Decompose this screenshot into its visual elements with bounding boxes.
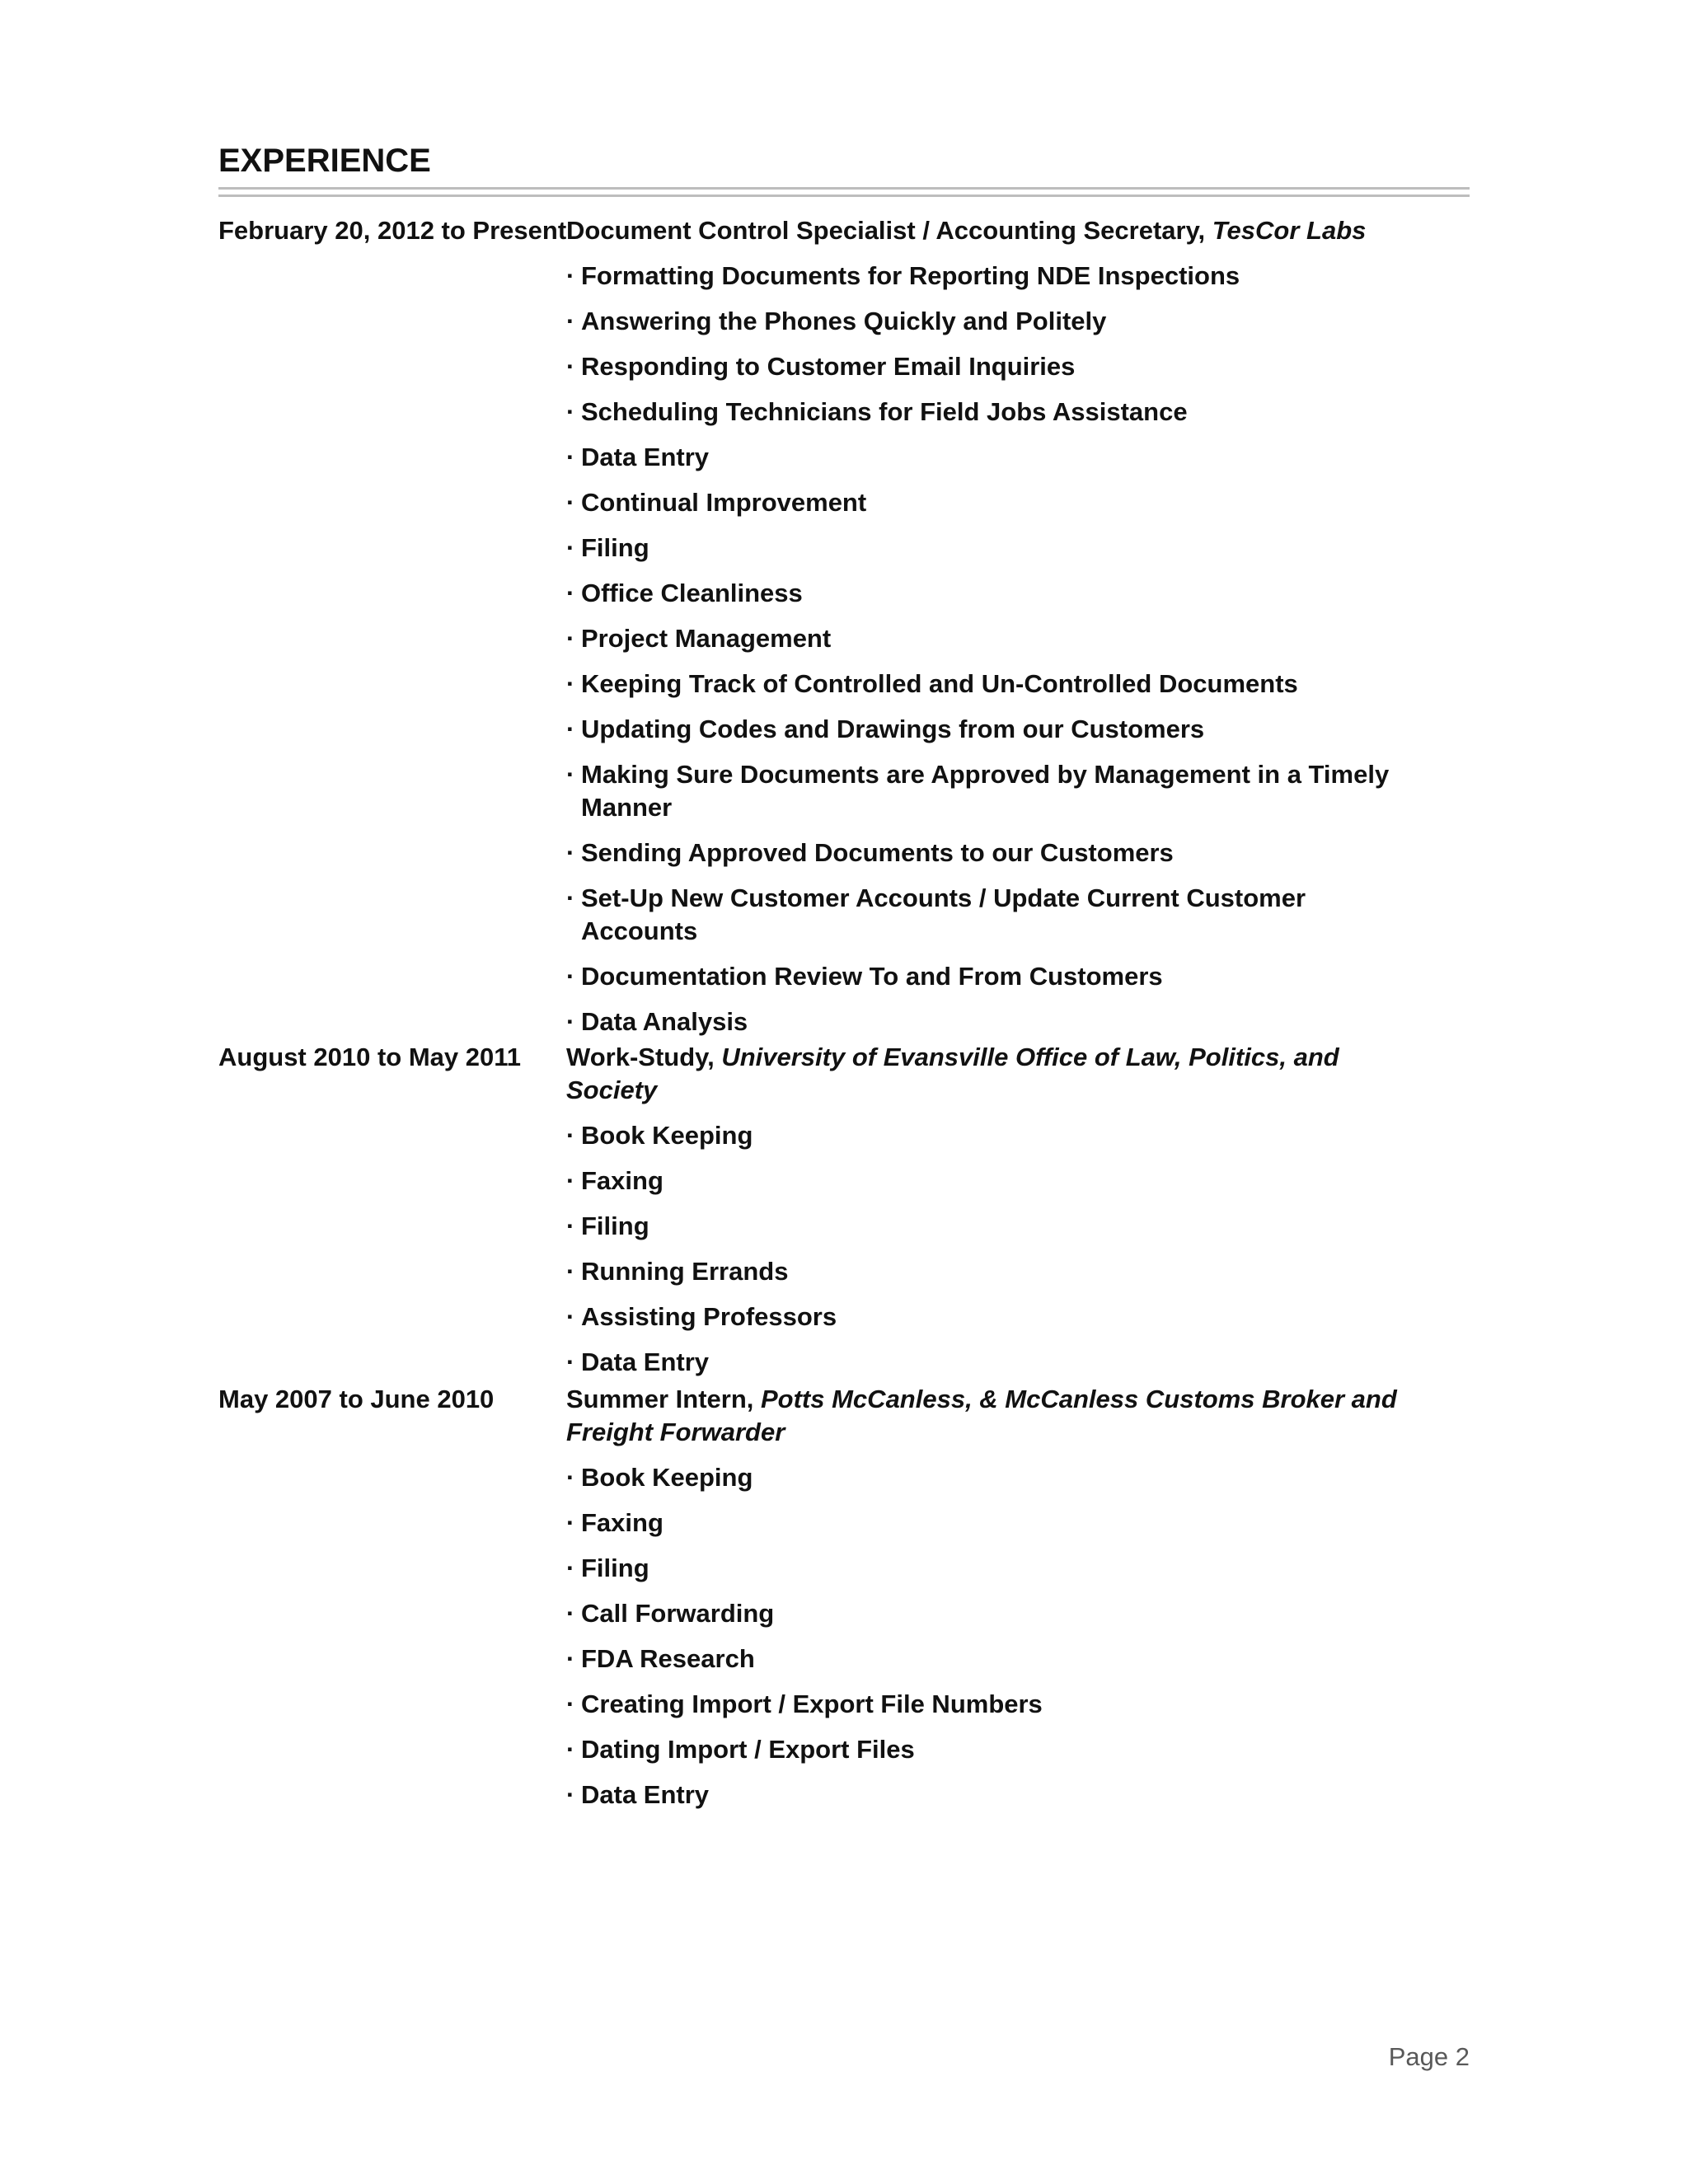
bullet-icon: ·: [566, 1780, 575, 1809]
bullet-icon: ·: [566, 579, 575, 607]
entry-organization: University of Evansville Office of Law, Politics, and Society: [566, 1043, 1339, 1104]
bullet-icon: ·: [566, 1166, 575, 1195]
duty-item: [566, 1779, 1399, 1811]
duty-text: Filing: [581, 1554, 649, 1582]
duty-item: [566, 622, 1399, 655]
duty-text: Filing: [581, 1212, 649, 1240]
duty-item: [566, 1346, 1399, 1379]
duty-item: [566, 1255, 1399, 1288]
duty-item: [566, 1688, 1399, 1721]
duty-item: [566, 882, 1399, 948]
duty-item: [566, 713, 1399, 746]
duty-item: [566, 1597, 1399, 1630]
duty-item: [566, 532, 1399, 565]
duty-text: Data Entry: [581, 1780, 710, 1809]
duty-item: [566, 960, 1399, 993]
duty-item: [566, 1005, 1399, 1038]
bullet-icon: ·: [566, 307, 575, 335]
duty-text: Assisting Professors: [581, 1302, 837, 1331]
duty-item: [566, 350, 1399, 383]
bullet-icon: ·: [566, 669, 575, 698]
duties-list: [566, 260, 1399, 1038]
duty-item: [566, 1165, 1399, 1197]
bullet-icon: ·: [566, 760, 575, 789]
bullet-icon: ·: [566, 1463, 575, 1492]
bullet-icon: ·: [566, 715, 575, 743]
duties-list: [566, 1119, 1399, 1379]
duty-text: Call Forwarding: [581, 1599, 775, 1628]
entry-heading: [566, 1383, 1399, 1449]
bullet-icon: ·: [566, 962, 575, 991]
duty-item: [566, 1301, 1399, 1333]
duty-item: [566, 577, 1399, 610]
duty-text: Updating Codes and Drawings from our Customers: [581, 715, 1205, 743]
entry-body: [566, 214, 1399, 1038]
duty-text: Formatting Documents for Reporting NDE Inspections: [581, 261, 1240, 290]
bullet-icon: ·: [566, 533, 575, 562]
duty-text: Responding to Customer Email Inquiries: [581, 352, 1076, 381]
bullet-icon: ·: [566, 1212, 575, 1240]
entry-role: Document Control Specialist / Accounting Secretary,: [566, 216, 1212, 245]
duty-item: [566, 1552, 1399, 1585]
bullet-icon: ·: [566, 1554, 575, 1582]
duty-text: Dating Import / Export Files: [581, 1735, 915, 1764]
page-number: Page 2: [1388, 2042, 1470, 2071]
duty-item: [566, 305, 1399, 338]
entry-date: February 20, 2012 to Present: [218, 216, 567, 245]
bullet-icon: ·: [566, 883, 575, 912]
duty-text: Documentation Review To and From Customers: [581, 962, 1163, 991]
duties-list: [566, 1461, 1399, 1811]
duty-text: Filing: [581, 533, 649, 562]
duty-item: [566, 260, 1399, 293]
duty-text: Creating Import / Export File Numbers: [581, 1690, 1043, 1718]
duty-item: [566, 758, 1399, 824]
duty-item: [566, 1461, 1399, 1494]
duty-item: [566, 396, 1399, 429]
duty-text: Set-Up New Customer Accounts / Update Current Customer Accounts: [581, 883, 1306, 945]
bullet-icon: ·: [566, 1508, 575, 1537]
bullet-icon: ·: [566, 1121, 575, 1150]
duty-text: Sending Approved Documents to our Customers: [581, 838, 1174, 867]
bullet-icon: ·: [566, 1599, 575, 1628]
entry-date: August 2010 to May 2011: [218, 1043, 521, 1071]
bullet-icon: ·: [566, 261, 575, 290]
duty-text: Project Management: [581, 624, 832, 653]
duty-text: Book Keeping: [581, 1463, 753, 1492]
entry-organization: Potts McCanless, & McCanless Customs Broker and Freight Forwarder: [566, 1385, 1397, 1446]
duty-item: [566, 1643, 1399, 1675]
entry-heading: [566, 1041, 1399, 1107]
bullet-icon: ·: [566, 1644, 575, 1673]
duty-text: Making Sure Documents are Approved by Management in a Timely Manner: [581, 760, 1390, 822]
entry-organization: TesCor Labs: [1212, 216, 1367, 245]
duty-text: Faxing: [581, 1508, 663, 1537]
bullet-icon: ·: [566, 1735, 575, 1764]
duty-item: [566, 441, 1399, 474]
duty-item: [566, 837, 1399, 869]
bullet-icon: ·: [566, 397, 575, 426]
duty-item: [566, 1210, 1399, 1243]
entry-date: May 2007 to June 2010: [218, 1385, 495, 1413]
bullet-icon: ·: [566, 1302, 575, 1331]
bullet-icon: ·: [566, 1347, 575, 1376]
duty-text: Data Entry: [581, 443, 710, 471]
bullet-icon: ·: [566, 1690, 575, 1718]
duty-text: Book Keeping: [581, 1121, 753, 1150]
entry-body: [566, 1383, 1399, 1811]
section-divider-bottom: [218, 194, 1470, 197]
bullet-icon: ·: [566, 352, 575, 381]
section-title: EXPERIENCE: [218, 143, 431, 179]
duty-text: Data Entry: [581, 1347, 710, 1376]
duty-text: Answering the Phones Quickly and Politely: [581, 307, 1107, 335]
section-divider-top: [218, 187, 1470, 190]
duty-item: [566, 1507, 1399, 1540]
duty-text: Scheduling Technicians for Field Jobs Assistance: [581, 397, 1188, 426]
duty-text: Office Cleanliness: [581, 579, 803, 607]
duty-text: FDA Research: [581, 1644, 755, 1673]
duty-text: Running Errands: [581, 1257, 789, 1286]
duty-item: [566, 1119, 1399, 1152]
bullet-icon: ·: [566, 443, 575, 471]
duty-text: Data Analysis: [581, 1007, 748, 1036]
duty-text: Continual Improvement: [581, 488, 867, 517]
bullet-icon: ·: [566, 838, 575, 867]
duty-item: [566, 668, 1399, 701]
entry-body: [566, 1041, 1399, 1379]
duty-text: Faxing: [581, 1166, 663, 1195]
bullet-icon: ·: [566, 1007, 575, 1036]
entry-heading: [566, 214, 1399, 247]
duty-text: Keeping Track of Controlled and Un-Controlled Documents: [581, 669, 1298, 698]
duty-item: [566, 1733, 1399, 1766]
bullet-icon: ·: [566, 1257, 575, 1286]
entry-role: Work-Study,: [566, 1043, 722, 1071]
duty-item: [566, 486, 1399, 519]
entry-role: Summer Intern,: [566, 1385, 761, 1413]
bullet-icon: ·: [566, 624, 575, 653]
bullet-icon: ·: [566, 488, 575, 517]
